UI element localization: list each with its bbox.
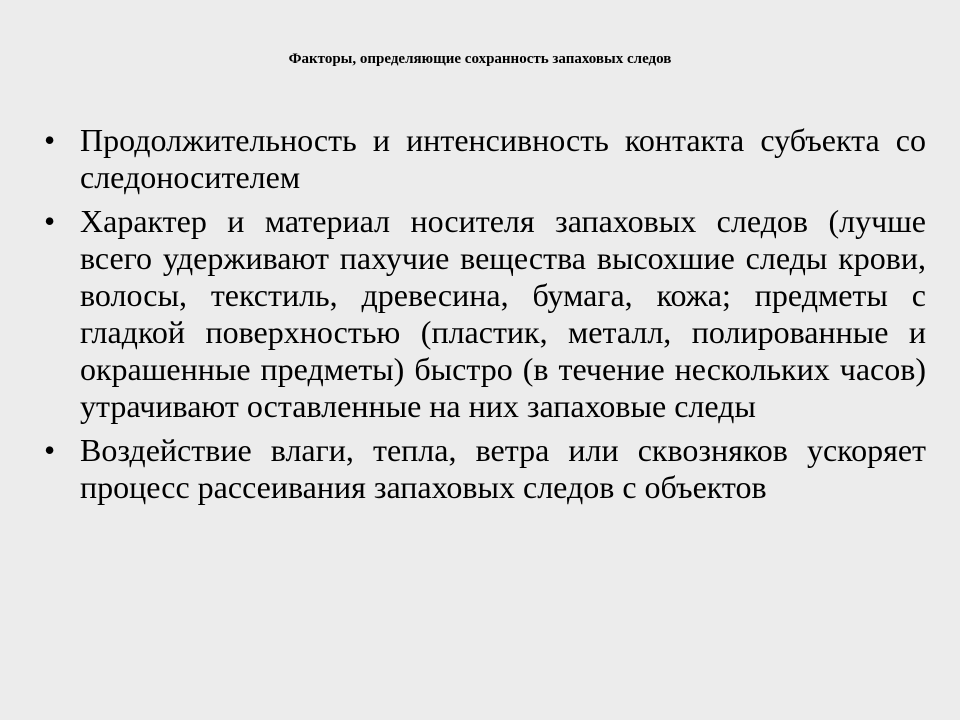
bullet-marker: • — [44, 203, 56, 239]
bullet-item — [44, 432, 926, 506]
bullet-text: Характер и материал носителя запаховых следов (лучше всего удерживают пахучие вещества высохшие следы крови, волосы, текстиль, древесина, бумага, кожа; предметы с гладкой поверхностью (пластик, металл, полированные и окрашенные предметы) быстро (в течение нескольких часов) утрачивают оставленные на них запаховые следы — [80, 203, 926, 424]
bullet-marker: • — [44, 122, 56, 158]
bullet-item — [44, 122, 926, 196]
bullet-text: Продолжительность и интенсивность контакта субъекта со следоносителем — [80, 122, 926, 195]
bullet-item — [44, 203, 926, 425]
slide-title: Факторы, определяющие сохранность запаховых следов — [288, 51, 672, 67]
bullet-list — [44, 122, 926, 513]
bullet-text: Воздействие влаги, тепла, ветра или сквозняков ускоряет процесс рассеивания запаховых следов с объектов — [80, 432, 926, 505]
bullet-marker: • — [44, 432, 56, 468]
